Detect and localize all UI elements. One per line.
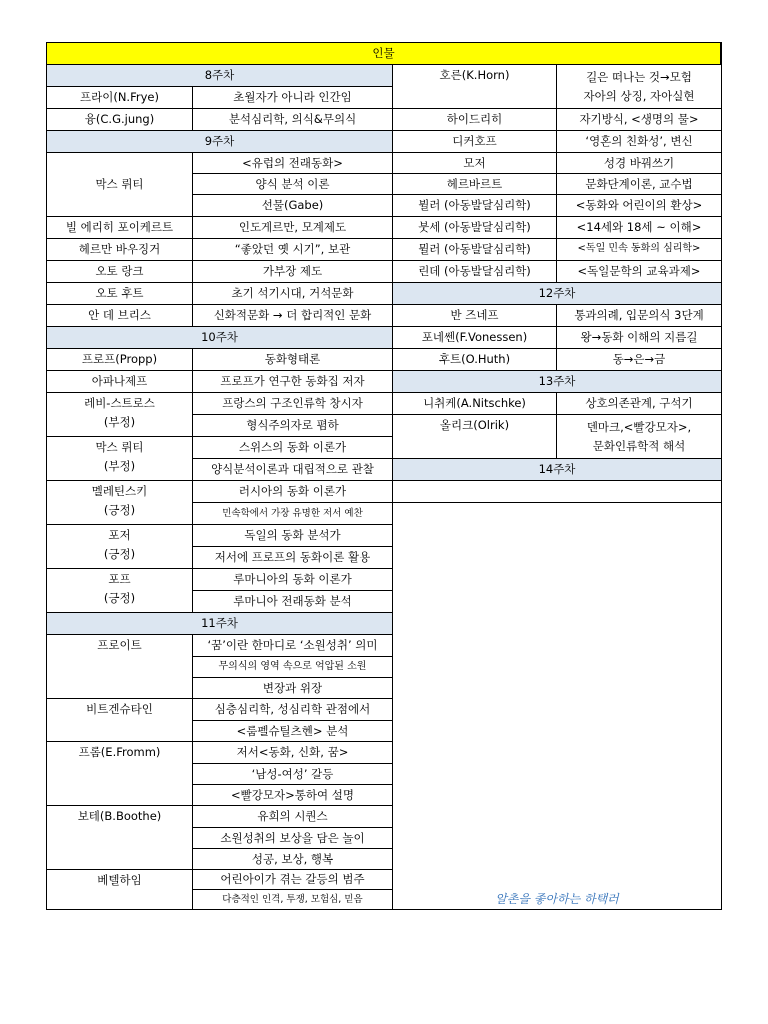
week-14-header: 14주차 bbox=[393, 459, 721, 481]
week-9-header: 9주차 bbox=[47, 131, 393, 153]
table-title: 인물 bbox=[47, 43, 721, 65]
person-gennep: 반 즈네프 bbox=[393, 305, 557, 327]
person-luthi-10 bbox=[47, 437, 193, 481]
desc-freud-3: 변장과 위장 bbox=[193, 678, 393, 699]
desc-poser-1: 독일의 동화 분석가 bbox=[193, 525, 393, 547]
desc-luthi-10-1: 스위스의 동화 이론가 bbox=[193, 437, 393, 459]
desc-boothe-3: 성공, 보상, 행복 bbox=[193, 849, 393, 870]
desc-horn-2: 자아의 상징, 자아실현 bbox=[583, 89, 695, 103]
person-luthi-9: 막스 뤼티 bbox=[47, 153, 193, 217]
person-olrik: 올리크(Olrik) bbox=[393, 415, 557, 459]
person-jung: 융(C.G.jung) bbox=[47, 109, 193, 131]
person-bootse: 붓세 (아동발달심리학) bbox=[393, 217, 557, 239]
person-rank: 오토 랑크 bbox=[47, 261, 193, 283]
person-freud: 프로이트 bbox=[47, 635, 193, 699]
person-ohuth: 후트(O.Huth) bbox=[393, 349, 557, 371]
desc-gennep: 통과의례, 입문의식 3단계 bbox=[557, 305, 721, 327]
credit-text: 알촌을 좋아하는 하택러 bbox=[495, 891, 619, 906]
desc-boothe-2: 소원성취의 보상을 담은 놀이 bbox=[193, 828, 393, 849]
desc-boothe-1: 유희의 시퀀스 bbox=[193, 806, 393, 828]
desc-levi-strauss-2: 형식주의자로 폄하 bbox=[193, 415, 393, 437]
desc-wittgenstein-1: 심층심리학, 성심리학 관점에서 bbox=[193, 699, 393, 721]
desc-jung: 분석심리학, 의식&무의식 bbox=[193, 109, 393, 131]
person-levi-strauss-name: 레비-스트로스 bbox=[84, 396, 155, 410]
person-fromm: 프롬(E.Fromm) bbox=[47, 742, 193, 806]
desc-bettelheim-1: 어린아이가 겪는 갈등의 범주 bbox=[193, 870, 393, 890]
week-12-header: 12주차 bbox=[393, 283, 721, 305]
desc-olrik-1: 덴마크,<빨강모자>, bbox=[586, 419, 692, 434]
desc-meletinsky-1: 러시아의 동화 이론가 bbox=[193, 481, 393, 503]
desc-bettelheim-2: 다층적인 인격, 투쟁, 모험심, 믿음 bbox=[193, 890, 393, 909]
desc-pop-2: 루마니아 전래동화 분석 bbox=[193, 591, 393, 613]
desc-horn bbox=[557, 65, 721, 109]
desc-fromm-3: <빨강모자>통하여 설명 bbox=[193, 785, 393, 806]
desc-propp: 동화형태론 bbox=[193, 349, 393, 371]
desc-heidrich: 자기방식, <생명의 물> bbox=[557, 109, 721, 131]
person-dieckhoff: 디커호프 bbox=[393, 131, 557, 153]
desc-moser: 성경 바꿔쓰기 bbox=[557, 153, 721, 174]
desc-luthi-10-2: 양식분석이론과 대립적으로 관찰 bbox=[193, 459, 393, 481]
person-pop-note: (긍정) bbox=[103, 591, 136, 606]
desc-fromm-2: ‘남성-여성’ 갈등 bbox=[193, 764, 393, 785]
desc-frye: 초월자가 아니라 인간임 bbox=[193, 87, 393, 109]
desc-herbart: 문화단계이론, 교수법 bbox=[557, 174, 721, 195]
person-horn: 호른(K.Horn) bbox=[393, 65, 557, 109]
desc-freud-2: 무의식의 영역 속으로 억압된 소원 bbox=[193, 657, 393, 678]
desc-luthi-9-2: 양식 분석 이론 bbox=[193, 174, 393, 195]
desc-afanasyev: 프로프가 연구한 동화집 저자 bbox=[193, 371, 393, 393]
person-meletinsky-note: (긍정) bbox=[103, 503, 136, 518]
desc-dieckhoff: ‘영혼의 친화성’, 변신 bbox=[557, 131, 721, 153]
people-table bbox=[46, 42, 722, 910]
person-heidrich: 하이드리히 bbox=[393, 109, 557, 131]
desc-linde: <독일문학의 교육과제> bbox=[557, 261, 721, 283]
person-pop-name: 포프 bbox=[108, 572, 131, 586]
person-levi-strauss-note: (부정) bbox=[103, 415, 136, 430]
desc-rank: 가부장 제도 bbox=[193, 261, 393, 283]
person-propp: 프로프(Propp) bbox=[47, 349, 193, 371]
person-huth: 오토 후트 bbox=[47, 283, 193, 305]
person-vonessen: 포네쎈(F.Vonessen) bbox=[393, 327, 557, 349]
desc-bausinger: “좋았던 옛 시기”, 보관 bbox=[193, 239, 393, 261]
desc-olrik bbox=[557, 415, 721, 459]
week-10-header: 10주차 bbox=[47, 327, 393, 349]
desc-bootse: <14세와 18세 ~ 이해> bbox=[557, 217, 721, 239]
person-devries: 안 데 브리스 bbox=[47, 305, 193, 327]
week-8-header: 8주차 bbox=[47, 65, 393, 87]
person-meletinsky bbox=[47, 481, 193, 525]
person-bettelheim: 베텔하임 bbox=[47, 870, 193, 909]
person-afanasyev: 아파나제프 bbox=[47, 371, 193, 393]
desc-ohuth: 동→은→금 bbox=[557, 349, 721, 371]
desc-muller: <독일 민속 동화의 심리학> bbox=[557, 239, 721, 261]
person-poser bbox=[47, 525, 193, 569]
desc-olrik-2: 문화인류학적 해석 bbox=[592, 439, 686, 453]
person-peuckert: 빌 에리히 포이케르트 bbox=[47, 217, 193, 239]
person-linde: 린데 (아동발달심리학) bbox=[393, 261, 557, 283]
desc-luthi-9-1: <유럽의 전래동화> bbox=[193, 153, 393, 174]
desc-vonessen: 왕→동화 이해의 지름길 bbox=[557, 327, 721, 349]
desc-horn-1: 길은 떠나는 것→모험 bbox=[586, 69, 692, 84]
person-poser-note: (긍정) bbox=[103, 547, 136, 562]
person-wittgenstein: 비트겐슈타인 bbox=[47, 699, 193, 742]
desc-fromm-1: 저서<동화, 신화, 꿈> bbox=[193, 742, 393, 764]
person-meletinsky-name: 멜레틴스키 bbox=[91, 484, 148, 498]
person-moser: 모저 bbox=[393, 153, 557, 174]
desc-peuckert: 인도게르만, 모계제도 bbox=[193, 217, 393, 239]
desc-nitschke: 상호의존관계, 구석기 bbox=[557, 393, 721, 415]
desc-meletinsky-2: 민속학에서 가장 유명한 저서 예찬 bbox=[193, 503, 393, 525]
person-boothe: 보테(B.Boothe) bbox=[47, 806, 193, 870]
desc-buhler: <동화와 어린이의 환상> bbox=[557, 195, 721, 217]
person-buhler: 뷜러 (아동발달심리학) bbox=[393, 195, 557, 217]
desc-poser-2: 저서에 프로프의 동화이론 활용 bbox=[193, 547, 393, 569]
desc-levi-strauss-1: 프랑스의 구조인류학 창시자 bbox=[193, 393, 393, 415]
person-herbart: 헤르바르트 bbox=[393, 174, 557, 195]
person-bausinger: 헤르만 바우징거 bbox=[47, 239, 193, 261]
desc-wittgenstein-2: <룸펠슈틸츠헨> 분석 bbox=[193, 721, 393, 742]
week-13-header: 13주차 bbox=[393, 371, 721, 393]
desc-freud-1: ‘꿈’이란 한마디로 ‘소원성취’ 의미 bbox=[193, 635, 393, 657]
desc-devries: 신화적문화 → 더 합리적인 문화 bbox=[193, 305, 393, 327]
person-pop bbox=[47, 569, 193, 613]
desc-luthi-9-3: 선물(Gabe) bbox=[193, 195, 393, 217]
week-14-empty-row bbox=[393, 481, 721, 503]
person-levi-strauss bbox=[47, 393, 193, 437]
person-poser-name: 포저 bbox=[108, 528, 131, 542]
person-luthi-10-note: (부정) bbox=[103, 459, 136, 474]
person-frye: 프라이(N.Frye) bbox=[47, 87, 193, 109]
person-muller: 뮐러 (아동발달심리학) bbox=[393, 239, 557, 261]
desc-pop-1: 루마니아의 동화 이론가 bbox=[193, 569, 393, 591]
person-nitschke: 니취케(A.Nitschke) bbox=[393, 393, 557, 415]
desc-huth: 초기 석기시대, 거석문화 bbox=[193, 283, 393, 305]
person-luthi-10-name: 막스 뤼티 bbox=[95, 440, 144, 454]
week-11-header: 11주차 bbox=[47, 613, 393, 635]
